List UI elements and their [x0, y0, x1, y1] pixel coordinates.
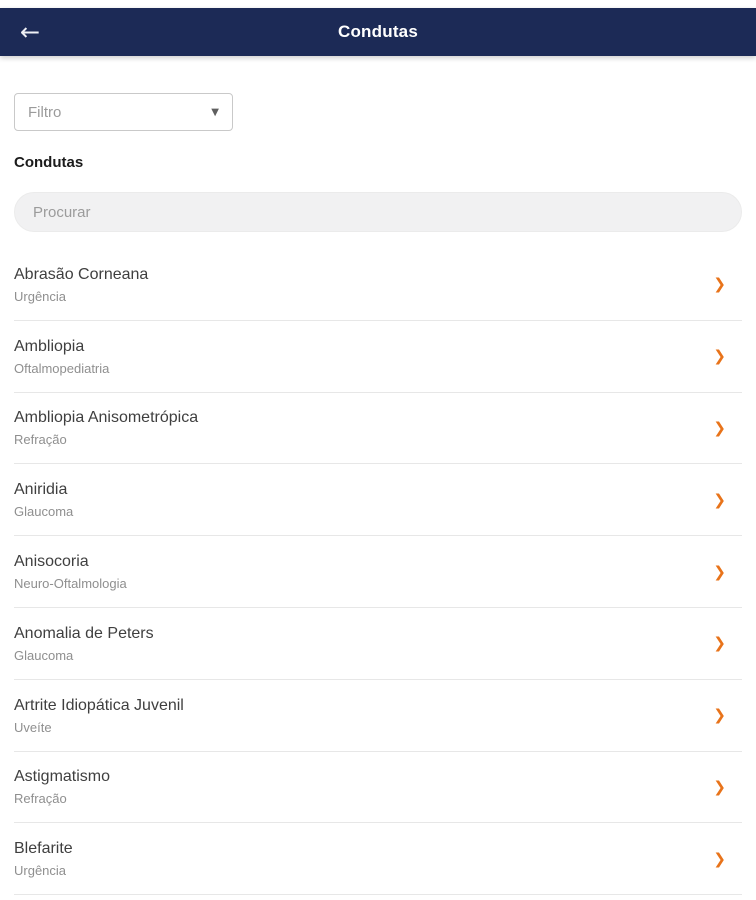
- list-item[interactable]: [14, 249, 742, 321]
- search-input[interactable]: [14, 192, 742, 232]
- list-item-title: Abrasão Corneana: [14, 265, 149, 283]
- chevron-right-icon[interactable]: ❯: [713, 706, 726, 725]
- list-item[interactable]: [14, 608, 742, 680]
- caret-down-icon: ▼: [211, 106, 219, 118]
- list-item[interactable]: [14, 464, 742, 536]
- back-arrow-icon[interactable]: ←: [20, 18, 41, 46]
- list-item-text: [14, 480, 73, 519]
- list-item-subtitle: Urgência: [14, 288, 67, 304]
- list-item-subtitle: Oftalmopediatria: [14, 360, 110, 376]
- chevron-right-icon[interactable]: ❯: [713, 562, 726, 581]
- list-item-text: [14, 624, 154, 663]
- chevron-right-icon[interactable]: ❯: [713, 849, 726, 868]
- list-item[interactable]: [14, 680, 742, 752]
- list-item-title: Blefarite: [14, 840, 73, 858]
- app-bar: [0, 8, 756, 56]
- list-item-text: [14, 408, 198, 447]
- list-item[interactable]: [14, 321, 742, 393]
- list-item-title: Ambliopia: [14, 337, 85, 355]
- chevron-right-icon[interactable]: ❯: [713, 418, 726, 437]
- chevron-right-icon[interactable]: ❯: [713, 490, 726, 509]
- condutas-list: [14, 249, 742, 895]
- list-item-subtitle: Neuro-Oftalmologia: [14, 576, 127, 592]
- list-item-title: Astigmatismo: [14, 768, 111, 786]
- list-item-text: [14, 839, 73, 878]
- list-item[interactable]: [14, 752, 742, 824]
- list-item-title: Artrite Idiopática Juvenil: [14, 696, 184, 714]
- list-item-subtitle: Refração: [14, 432, 67, 448]
- list-item[interactable]: [14, 393, 742, 465]
- list-item-subtitle: Refração: [14, 791, 67, 807]
- list-item-text: [14, 265, 148, 304]
- list-item-title: Anomalia de Peters: [14, 624, 154, 642]
- list-item-text: [14, 337, 109, 376]
- filter-dropdown[interactable]: [14, 93, 233, 131]
- list-item-subtitle: Glaucoma: [14, 504, 74, 520]
- status-bar: [0, 0, 756, 8]
- list-item-subtitle: Uveíte: [14, 719, 52, 735]
- list-item[interactable]: [14, 823, 742, 895]
- filter-dropdown-label: Filtro: [28, 103, 62, 121]
- main-content: [0, 93, 756, 895]
- list-item-subtitle: Glaucoma: [14, 647, 74, 663]
- list-item-title: Anisocoria: [14, 553, 89, 571]
- list-item[interactable]: [14, 536, 742, 608]
- list-item-title: Aniridia: [14, 481, 68, 499]
- chevron-right-icon[interactable]: ❯: [713, 347, 726, 366]
- list-item-text: [14, 767, 110, 806]
- chevron-right-icon[interactable]: ❯: [713, 777, 726, 796]
- page-title: Condutas: [338, 22, 418, 41]
- list-item-subtitle: Urgência: [14, 863, 67, 879]
- list-item-text: [14, 552, 127, 591]
- list-item-title: Ambliopia Anisometrópica: [14, 409, 199, 427]
- chevron-right-icon[interactable]: ❯: [713, 634, 726, 653]
- section-label: Condutas: [14, 154, 84, 171]
- chevron-right-icon[interactable]: ❯: [713, 275, 726, 294]
- list-item-text: [14, 696, 184, 735]
